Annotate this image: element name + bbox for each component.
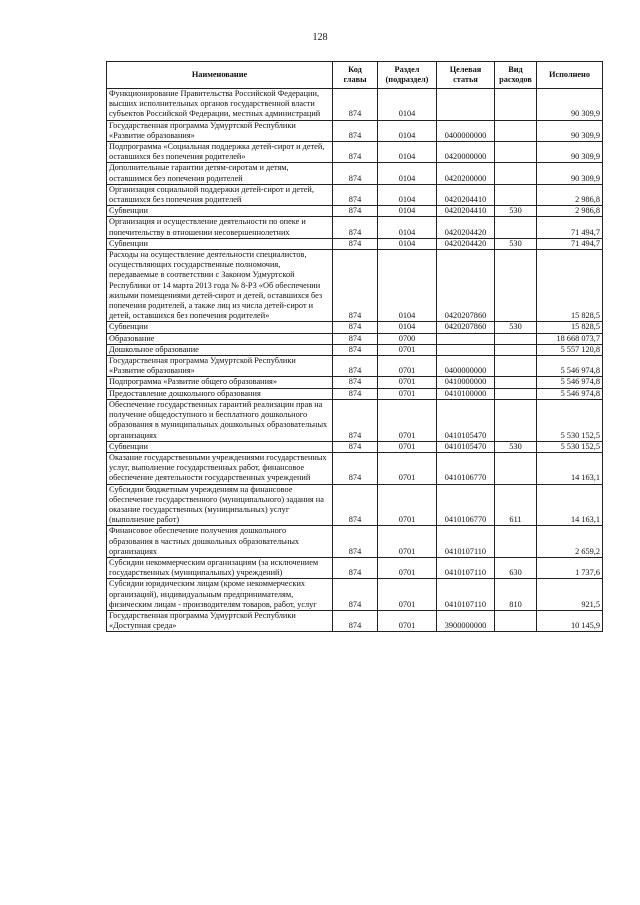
cell-executed: 90 309,9 <box>537 120 603 141</box>
table-header-row <box>107 62 603 89</box>
cell-target: 0420204410 <box>437 184 495 205</box>
cell-executed: 2 986,8 <box>537 184 603 205</box>
table-row <box>107 610 603 631</box>
table-row <box>107 238 603 249</box>
cell-section: 0701 <box>378 377 437 388</box>
cell-expense-type <box>495 250 537 322</box>
cell-executed: 71 494,7 <box>537 238 603 249</box>
cell-executed: 1 737,6 <box>537 557 603 578</box>
cell-section: 0104 <box>378 184 437 205</box>
cell-executed: 5 557 120,8 <box>537 344 603 355</box>
cell-target: 3900000000 <box>437 610 495 631</box>
cell-name: Государственная программа Удмуртской Республики «Развитие образования» <box>107 120 333 141</box>
table-row <box>107 557 603 578</box>
table-row <box>107 388 603 399</box>
cell-target: 0420204410 <box>437 206 495 217</box>
cell-executed: 18 668 073,7 <box>537 333 603 344</box>
table-row <box>107 142 603 163</box>
cell-expense-type: 630 <box>495 557 537 578</box>
cell-code: 874 <box>333 526 378 558</box>
cell-section: 0104 <box>378 142 437 163</box>
cell-name: Образование <box>107 333 333 344</box>
cell-target: 0400000000 <box>437 120 495 141</box>
cell-target <box>437 89 495 121</box>
header-executed: Исполнено <box>537 62 603 89</box>
cell-name: Государственная программа Удмуртской Республики «Доступная среда» <box>107 610 333 631</box>
cell-target: 0410106770 <box>437 452 495 484</box>
table-row <box>107 399 603 441</box>
cell-code: 874 <box>333 238 378 249</box>
table-row <box>107 120 603 141</box>
table-row <box>107 344 603 355</box>
cell-section: 0104 <box>378 238 437 249</box>
table-row <box>107 206 603 217</box>
cell-executed: 14 163,1 <box>537 452 603 484</box>
cell-code: 874 <box>333 441 378 452</box>
cell-target: 0420207860 <box>437 250 495 322</box>
cell-executed: 14 163,1 <box>537 484 603 526</box>
cell-executed: 5 530 152,5 <box>537 399 603 441</box>
cell-name: Подпрограмма «Социальная поддержка детей-сирот и детей, оставшихся без попечения родителей» <box>107 142 333 163</box>
cell-section: 0701 <box>378 557 437 578</box>
header-section: Раздел (подраздел) <box>378 62 437 89</box>
cell-expense-type <box>495 388 537 399</box>
cell-name: Организация и осуществление деятельности по опеке и попечительству в отношении несовершеннолетних <box>107 217 333 238</box>
table-row <box>107 484 603 526</box>
cell-name: Государственная программа Удмуртской Республики «Развитие образования» <box>107 356 333 377</box>
cell-name: Предоставление дошкольного образования <box>107 388 333 399</box>
cell-name: Организация социальной поддержки детей-сирот и детей, оставшихся без попечения родителей <box>107 184 333 205</box>
cell-name: Подпрограмма «Развитие общего образования» <box>107 377 333 388</box>
cell-name: Субсидии бюджетным учреждениям на финансовое обеспечение государственного (муниципального) задания на оказание государственных (муниципальных) услуг (выполнение работ) <box>107 484 333 526</box>
table-row <box>107 322 603 333</box>
table-row <box>107 217 603 238</box>
cell-expense-type <box>495 452 537 484</box>
cell-target: 0410107110 <box>437 557 495 578</box>
cell-code: 874 <box>333 388 378 399</box>
cell-target: 0420207860 <box>437 322 495 333</box>
cell-section: 0701 <box>378 344 437 355</box>
cell-code: 874 <box>333 377 378 388</box>
cell-section: 0701 <box>378 452 437 484</box>
cell-executed: 90 309,9 <box>537 142 603 163</box>
cell-executed: 15 828,5 <box>537 322 603 333</box>
cell-code: 874 <box>333 250 378 322</box>
table-row <box>107 441 603 452</box>
cell-code: 874 <box>333 163 378 184</box>
cell-code: 874 <box>333 217 378 238</box>
cell-executed: 71 494,7 <box>537 217 603 238</box>
table-row <box>107 377 603 388</box>
cell-section: 0701 <box>378 441 437 452</box>
table-row <box>107 526 603 558</box>
table-body <box>107 89 603 632</box>
cell-expense-type <box>495 526 537 558</box>
cell-code: 874 <box>333 344 378 355</box>
cell-section: 0104 <box>378 206 437 217</box>
cell-expense-type <box>495 89 537 121</box>
cell-executed: 10 145,9 <box>537 610 603 631</box>
cell-executed: 90 309,9 <box>537 163 603 184</box>
cell-expense-type <box>495 377 537 388</box>
cell-code: 874 <box>333 579 378 611</box>
cell-target: 0400000000 <box>437 356 495 377</box>
cell-name: Субвенции <box>107 322 333 333</box>
cell-expense-type <box>495 344 537 355</box>
cell-section: 0104 <box>378 217 437 238</box>
cell-section: 0700 <box>378 333 437 344</box>
cell-name: Субсидии юридическим лицам (кроме некоммерческих организаций), индивидуальным предпринимателям, физическим лицам - производителям товаров, работ, услуг <box>107 579 333 611</box>
cell-code: 874 <box>333 333 378 344</box>
cell-target: 0420204420 <box>437 238 495 249</box>
cell-section: 0104 <box>378 163 437 184</box>
cell-code: 874 <box>333 557 378 578</box>
cell-expense-type <box>495 333 537 344</box>
budget-execution-table <box>106 61 603 632</box>
cell-expense-type <box>495 399 537 441</box>
cell-code: 874 <box>333 184 378 205</box>
cell-target <box>437 344 495 355</box>
cell-executed: 5 546 974,8 <box>537 377 603 388</box>
table-row <box>107 356 603 377</box>
cell-name: Расходы на осуществление деятельности специалистов, осуществляющих государственные полномочия, передаваемые в соответствии с Законом Удмуртской Республики от 14 марта 2013 года № 8-РЗ «Об обеспечении жилыми помещениями детей-сирот и детей, оставшихся без попечения родителей, а также лиц из числа детей-сирот и детей, оставшихся без попечения родителей» <box>107 250 333 322</box>
cell-section: 0701 <box>378 484 437 526</box>
cell-code: 874 <box>333 89 378 121</box>
cell-section: 0104 <box>378 89 437 121</box>
cell-executed: 5 546 974,8 <box>537 356 603 377</box>
cell-expense-type <box>495 184 537 205</box>
cell-name: Дополнительные гарантии детям-сиротам и детям, оставшимся без попечения родителей <box>107 163 333 184</box>
cell-expense-type <box>495 610 537 631</box>
cell-code: 874 <box>333 206 378 217</box>
cell-section: 0701 <box>378 399 437 441</box>
cell-name: Оказание государственными учреждениями государственных услуг, выполнение государственных работ, финансовое обеспечение деятельности государственных учреждений <box>107 452 333 484</box>
header-code: Код главы <box>333 62 378 89</box>
cell-expense-type: 611 <box>495 484 537 526</box>
cell-target: 0420204420 <box>437 217 495 238</box>
cell-expense-type: 530 <box>495 238 537 249</box>
cell-expense-type: 530 <box>495 441 537 452</box>
cell-executed: 2 986,8 <box>537 206 603 217</box>
page-number: 128 <box>312 32 328 43</box>
cell-code: 874 <box>333 142 378 163</box>
cell-executed: 5 530 152,5 <box>537 441 603 452</box>
cell-code: 874 <box>333 452 378 484</box>
table-row <box>107 163 603 184</box>
cell-expense-type: 810 <box>495 579 537 611</box>
cell-executed: 921,5 <box>537 579 603 611</box>
cell-section: 0104 <box>378 250 437 322</box>
cell-executed: 2 659,2 <box>537 526 603 558</box>
cell-target: 0410105470 <box>437 441 495 452</box>
cell-target: 0420000000 <box>437 142 495 163</box>
cell-name: Функционирование Правительства Российской Федерации, высших исполнительных органов государственной власти субъектов Российской Федерации, местных администраций <box>107 89 333 121</box>
cell-name: Субвенции <box>107 441 333 452</box>
cell-code: 874 <box>333 610 378 631</box>
cell-section: 0104 <box>378 120 437 141</box>
cell-section: 0701 <box>378 356 437 377</box>
cell-name: Субсидии некоммерческим организациям (за исключением государственных (муниципальных) учреждений) <box>107 557 333 578</box>
cell-expense-type <box>495 163 537 184</box>
cell-target: 0410107110 <box>437 526 495 558</box>
cell-expense-type: 530 <box>495 322 537 333</box>
cell-target: 0410107110 <box>437 579 495 611</box>
cell-section: 0701 <box>378 610 437 631</box>
cell-target: 0410000000 <box>437 377 495 388</box>
cell-code: 874 <box>333 484 378 526</box>
cell-section: 0701 <box>378 388 437 399</box>
cell-expense-type: 530 <box>495 206 537 217</box>
cell-code: 874 <box>333 399 378 441</box>
cell-section: 0104 <box>378 322 437 333</box>
cell-name: Субвенции <box>107 238 333 249</box>
cell-target: 0410105470 <box>437 399 495 441</box>
cell-name: Обеспечение государственных гарантий реализации прав на получение общедоступного и бесплатного дошкольного образования в муниципальных дошкольных образовательных организациях <box>107 399 333 441</box>
table-row <box>107 184 603 205</box>
table-row <box>107 89 603 121</box>
cell-code: 874 <box>333 120 378 141</box>
header-expense-type: Вид расходов <box>495 62 537 89</box>
cell-name: Дошкольное образование <box>107 344 333 355</box>
cell-target: 0410106770 <box>437 484 495 526</box>
table-row <box>107 333 603 344</box>
cell-expense-type <box>495 120 537 141</box>
cell-name: Субвенции <box>107 206 333 217</box>
cell-target <box>437 333 495 344</box>
cell-section: 0701 <box>378 526 437 558</box>
cell-executed: 15 828,5 <box>537 250 603 322</box>
header-name: Наименование <box>107 62 333 89</box>
cell-executed: 5 546 974,8 <box>537 388 603 399</box>
cell-code: 874 <box>333 322 378 333</box>
cell-name: Финансовое обеспечение получения дошкольного образования в частных дошкольных образовательных организациях <box>107 526 333 558</box>
table-row <box>107 579 603 611</box>
table-row <box>107 250 603 322</box>
cell-expense-type <box>495 217 537 238</box>
cell-executed: 90 309,9 <box>537 89 603 121</box>
cell-target: 0410100000 <box>437 388 495 399</box>
cell-expense-type <box>495 356 537 377</box>
cell-target: 0420200000 <box>437 163 495 184</box>
cell-section: 0701 <box>378 579 437 611</box>
cell-expense-type <box>495 142 537 163</box>
header-target: Целевая статья <box>437 62 495 89</box>
table-row <box>107 452 603 484</box>
cell-code: 874 <box>333 356 378 377</box>
